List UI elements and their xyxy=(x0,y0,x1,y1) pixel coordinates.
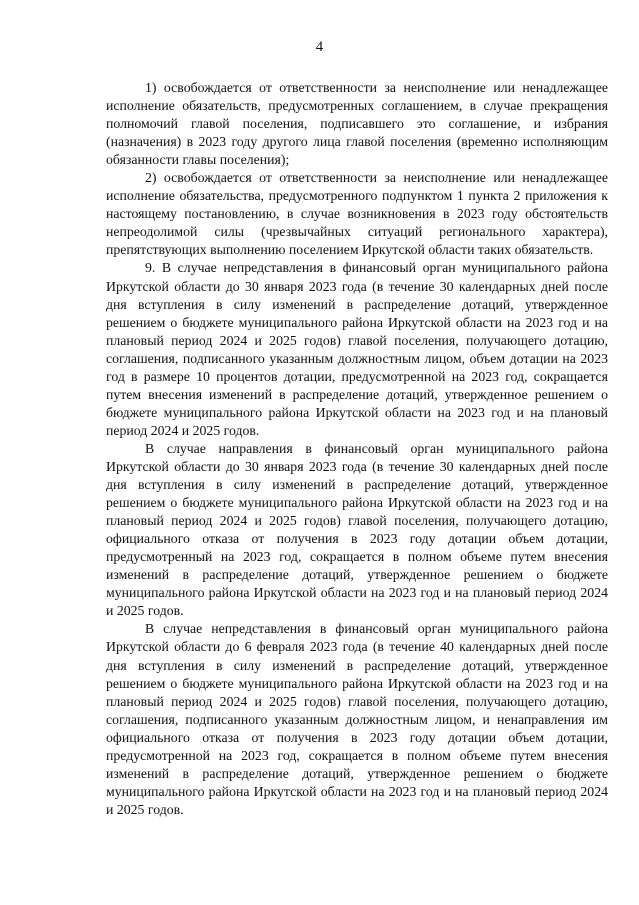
paragraph-item-1: 1) освобождается от ответственности за неисполнение или ненадлежащее исполнение обязательств, предусмотренных соглашением, в случае прекращения полномочий главой поселения, подписавшего это соглашение, и избрания (назначения) в 2023 году другого лица главой поселения (временно исполняющим обязанности главы поселения); xyxy=(106,80,608,168)
paragraph-point-9: 9. В случае непредставления в финансовый орган муниципального района Иркутской области до 30 января 2023 года (в течение 30 календарных дней после дня вступления в силу изменений в распределение дотаций, утвержденное решением о бюджете муниципального района Иркутской области на 2023 год и на плановый период 2024 и 2025 годов) главой поселения, получающего дотацию, соглашения, подписанного указанным должностным лицом, объем дотации на 2023 год в размере 10 процентов дотации, предусмотренной на 2023 год, сокращается путем внесения изменений в распределение дотаций, утвержденное решением о бюджете муниципального района Иркутской области на 2023 год и на плановый период 2024 и 2025 годов. xyxy=(106,260,608,438)
document-body xyxy=(106,79,608,819)
page-number: 4 xyxy=(315,39,324,55)
paragraph-item-2: 2) освобождается от ответственности за неисполнение или ненадлежащее исполнение обязательства, предусмотренного подпунктом 1 пункта 2 приложения к настоящему постановлению, в случае возникновения в 2023 году обстоятельств непреодолимой силы (чрезвычайных ситуаций регионального характера), препятствующих выполнению поселением Иркутской области таких обязательств. xyxy=(106,170,608,258)
paragraph-non-submission-case: В случае непредставления в финансовый орган муниципального района Иркутской области до 6 февраля 2023 года (в течение 40 календарных дней после дня вступления в силу изменений в распределение дотаций, утвержденное решением о бюджете муниципального района Иркутской области на 2023 год и на плановый период 2024 и 2025 годов) главой поселения, получающего дотацию, соглашения, подписанного указанным должностным лицом, и ненаправления им официального отказа от получения в 2023 году дотации объем дотации, предусмотренной на 2023 год, сокращается в полном объеме путем внесения изменений в распределение дотаций, утвержденное решением о бюджете муниципального района Иркутской области на 2023 год и на плановый период 2024 и 2025 годов. xyxy=(106,621,608,817)
paragraph-refusal-case: В случае направления в финансовый орган муниципального района Иркутской области до 30 января 2023 года (в течение 30 календарных дней после дня вступления в силу изменений в распределение дотаций, утвержденное решением о бюджете муниципального района Иркутской области на 2023 год и на плановый период 2024 и 2025 годов) главой поселения, получающего дотацию, официального отказа от получения в 2023 году дотации объем дотации, предусмотренный на 2023 год, сокращается в полном объеме путем внесения изменений в распределение дотаций, утвержденное решением о бюджете муниципального района Иркутской области на 2023 год и на плановый период 2024 и 2025 годов. xyxy=(106,440,608,619)
